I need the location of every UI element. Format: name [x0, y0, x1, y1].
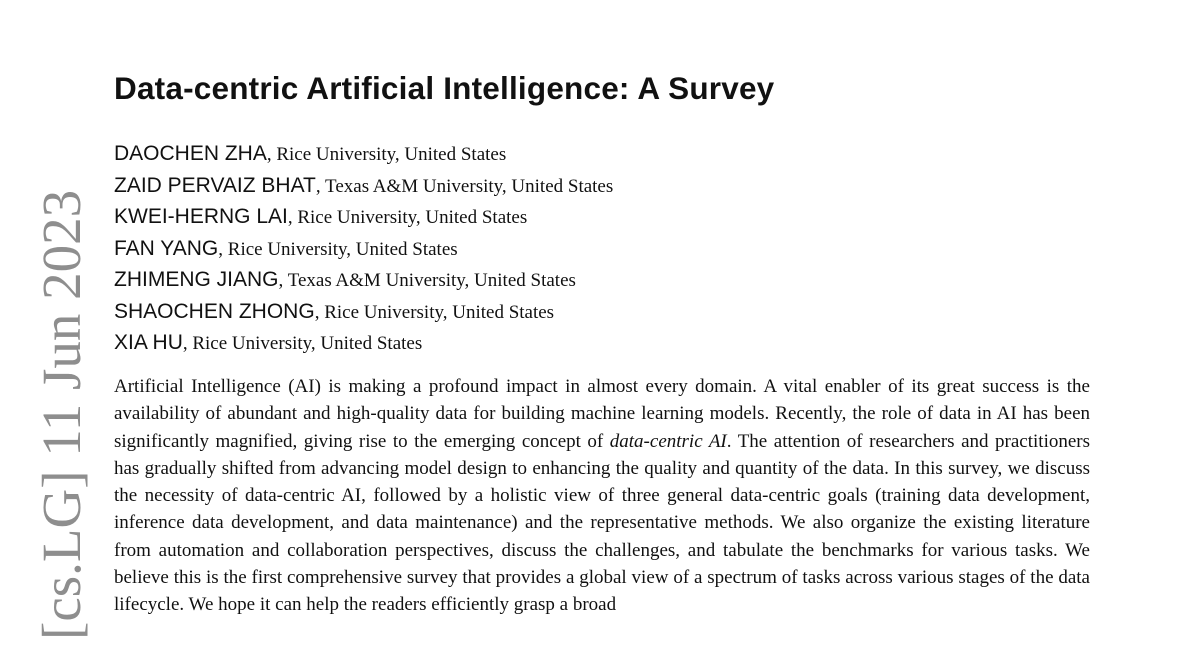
author-affiliation: Rice University, United States — [324, 301, 555, 323]
author-entry: XIA HU, Rice University, United States — [114, 331, 423, 354]
author-entry: DAOCHEN ZHA, Rice University, United States — [114, 142, 507, 165]
abstract-emphasis: data-centric AI — [609, 430, 727, 452]
author-affiliation: Rice University, United States — [192, 333, 423, 354]
author-affiliation: Texas A&M University, United States — [325, 175, 614, 197]
abstract-part-2: . The attention of researchers and practitioners has gradually shifted from advancing model design to enhancing the quality and quantity of the data. In this survey, we discuss the necessity of data-centric AI, followed by a holistic view of three general data-centric goals (training data development, inference data development, and data maintenance) and the representative methods. We also organize the existing literature from automation and collaboration perspectives, discuss the challenges, and tabulate the benchmarks for various tasks. We believe this is the first comprehensive survey that provides a global view of a spectrum of tasks across various stages of the data lifecycle. We hope it can help the readers efficiently grasp a broad — [114, 430, 1090, 616]
abstract-text — [114, 373, 1090, 619]
author-affiliation: Rice University, United States — [276, 144, 507, 165]
author-name: SHAOCHEN ZHONG — [114, 299, 315, 323]
author-name: ZAID PERVAIZ BHAT — [114, 173, 316, 197]
author-entry: ZHIMENG JIANG, Texas A&M University, United States — [114, 268, 576, 291]
paper-title: Data-centric Artificial Intelligence: A Survey — [114, 70, 775, 106]
abstract-part-1: Artificial Intelligence (AI) is making a profound impact in almost every domain. A vital enabler of its great success is the availability of abundant and high-quality data for building machine learning models. Recently, the role of data in AI has been significantly magnified, giving rise to the emerging concept of — [114, 376, 1090, 452]
author-affiliation: Rice University, United States — [227, 238, 458, 260]
author-affiliation: Texas A&M University, United States — [287, 270, 576, 291]
author-entry: SHAOCHEN ZHONG, Rice University, United States — [114, 299, 555, 323]
author-name: XIA HU — [114, 331, 183, 354]
author-entry: FAN YANG, Rice University, United States — [114, 236, 458, 260]
author-name: ZHIMENG JIANG — [114, 268, 279, 291]
arxiv-identifier-stamp: [cs.LG] 11 Jun 2023 — [31, 189, 92, 640]
author-affiliation: Rice University, United States — [297, 207, 528, 228]
author-name: KWEI-HERNG LAI — [114, 205, 288, 228]
author-entry: ZAID PERVAIZ BHAT, Texas A&M University, United States — [114, 173, 614, 197]
author-name: DAOCHEN ZHA — [114, 142, 267, 165]
author-name: FAN YANG — [114, 236, 219, 260]
author-entry: KWEI-HERNG LAI, Rice University, United States — [114, 205, 528, 228]
author-list — [114, 138, 613, 359]
